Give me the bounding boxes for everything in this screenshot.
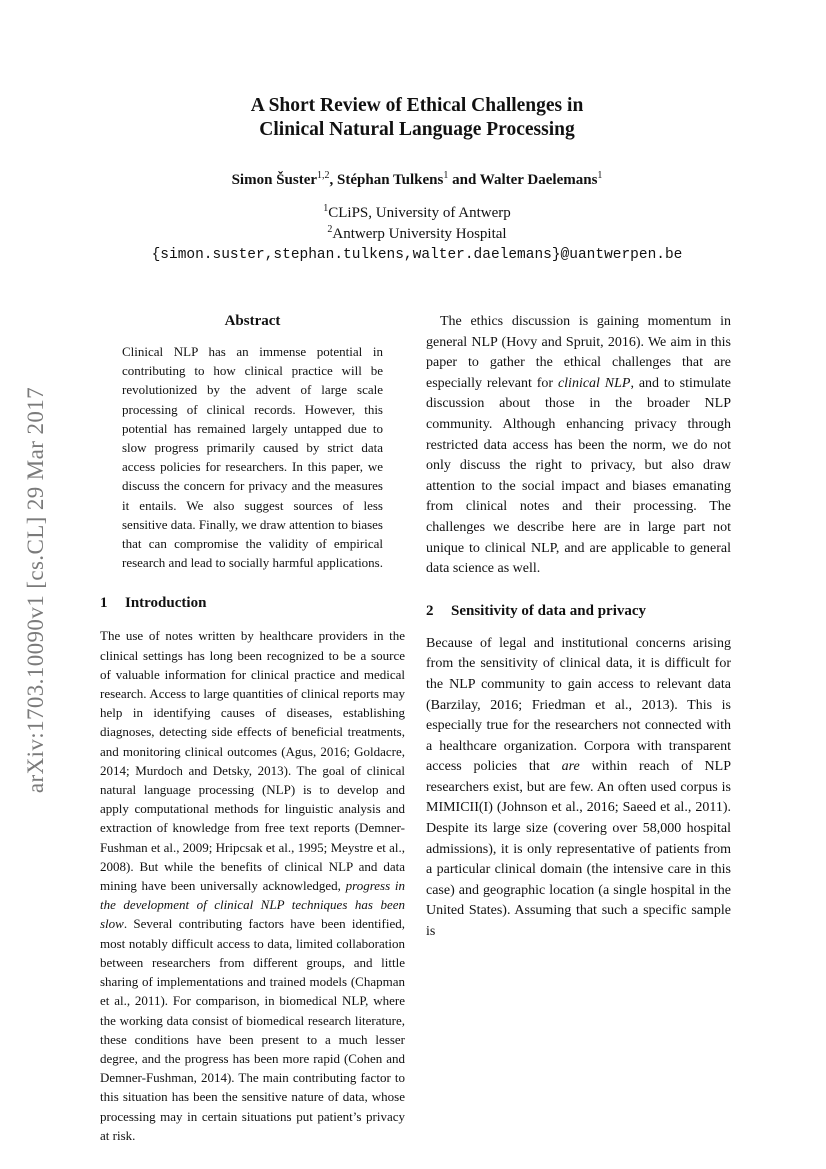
author-separator: and [448, 172, 480, 188]
title-line-2: Clinical Natural Language Processing [259, 119, 575, 140]
sensitivity-paragraph-1 [426, 634, 731, 943]
section-heading-sensitivity [426, 602, 731, 620]
affiliation-name: Antwerp University Hospital [332, 226, 507, 242]
section-title: Sensitivity of data and privacy [451, 602, 647, 619]
author-affiliation-mark: 1 [597, 170, 603, 181]
affiliations [100, 203, 734, 266]
emphasized-text: are [561, 759, 580, 775]
affiliation-mark: 2 [327, 224, 333, 235]
author-separator: , [329, 172, 338, 188]
text-run: The ethics discussion is gaining momentum in general NLP (Hovy and Spruit, 2016). We aim in this paper to gather the ethical challenges that are especially relevant for [426, 314, 731, 391]
section-title: Introduction [125, 595, 207, 612]
affiliation-name: CLiPS, University of Antwerp [328, 205, 511, 221]
affiliation-line [100, 203, 734, 224]
section-heading-introduction [100, 594, 405, 612]
paper-title [100, 94, 734, 142]
author-name: Simon Šuster [231, 172, 318, 188]
text-run: within reach of NLP researchers exist, but are few. An often used corpus is MIMICII(I) (Johnson et al., 2016; Saeed et al., 2011). Despite its large size (covering over 58,000 hospital admissions), it is only representative of patients from a particular clinical domain (the intensive care in this case) and geographic location (a single hospital in the United States). Assuming that such a specific sample is [426, 759, 731, 940]
emphasized-text: clinical NLP [557, 375, 631, 391]
introduction-paragraph-1 [100, 626, 405, 1144]
affiliation-mark: 1 [323, 203, 329, 214]
author-affiliation-mark: 1 [443, 170, 449, 181]
introduction-paragraph-2 [426, 312, 731, 580]
author-affiliation-mark: 1,2 [317, 170, 330, 181]
author-emails: {simon.suster,stephan.tulkens,walter.daelemans}@uantwerpen.be [151, 247, 683, 263]
author-name: Walter Daelemans [479, 172, 598, 188]
author-list [100, 170, 734, 190]
abstract-heading: Abstract [224, 313, 281, 329]
author-name: Stéphan Tulkens [337, 172, 444, 188]
affiliation-line [100, 224, 734, 245]
text-run: , and to stimulate discussion about those in the broader NLP community. Although enhancing privacy through restricted data access has been the norm, we do not only discuss the right to privacy, but also draw attention to the social impact and biases emanating from clinical notes and their processing. The challenges we describe here are in large part not unique to clinical NLP, and are applicable to general data science as well. [426, 375, 731, 577]
arxiv-sidebar-stamp [19, 335, 53, 845]
right-column [426, 312, 731, 943]
text-run: Because of legal and institutional concerns arising from the sensitivity of clinical data, it is difficult for the NLP community to gain access to relevant data (Barzilay, 2016; Friedman et al., 2013). This is especially true for the researchers not connected with a healthcare organization. Corpora with transparent access policies that [426, 635, 731, 775]
title-line-1: A Short Review of Ethical Challenges in [250, 95, 584, 116]
arxiv-identifier: arXiv:1703.10090v1 [cs.CL] 29 Mar 2017 [23, 386, 48, 794]
text-run: The use of notes written by healthcare providers in the clinical settings has long been recognized to be a source of valuable information for clinical practice and medical research. Access to large quantities of clinical reports may help in identifying causes of diseases, establishing diagnoses, detecting side effects of beneficial treatments, and monitoring clinical outcomes (Agus, 2016; Goldacre, 2014; Murdoch and Detsky, 2013). The goal of clinical natural language processing (NLP) is to develop and apply computational methods for linguistic analysis and extraction of knowledge from free text reports (Demner-Fushman et al., 2009; Hripcsak et al., 1995; Meystre et al., 2008). But while the benefits of clinical NLP and data mining have been universally acknowledged, [100, 628, 405, 894]
left-column [100, 312, 405, 1145]
section-number: 1 [100, 595, 108, 612]
section-number: 2 [426, 602, 434, 619]
abstract-text: Clinical NLP has an immense potential in contributing to how clinical practice will be revolutionized by the advent of large scale processing of clinical records. However, this potential has remained largely untapped due to slow progress primarily caused by strict data access policies for researchers. In this paper, we discuss the concern for privacy and the measures it entails. We also suggest sources of less sensitive data. Finally, we draw attention to biases that can compromise the validity of empirical research and lead to socially harmful applications. [122, 344, 383, 571]
text-run: . Several contributing factors have been identified, most notably difficult access to data, limited collaboration between researchers from different groups, and little sharing of implementations and trained models (Chapman et al., 2011). For comparison, in biomedical NLP, where the working data consist of biomedical research literature, these conditions have been present to a much lesser degree, and the progress has been more rapid (Cohen and Demner-Fushman, 2014). The main contributing factor to this situation has been the sensitive nature of data, whose processing may in certain situations put patient’s privacy at risk. [100, 916, 405, 1143]
emphasized-text: progress in the development of clinical NLP techniques has been slow [100, 878, 405, 932]
